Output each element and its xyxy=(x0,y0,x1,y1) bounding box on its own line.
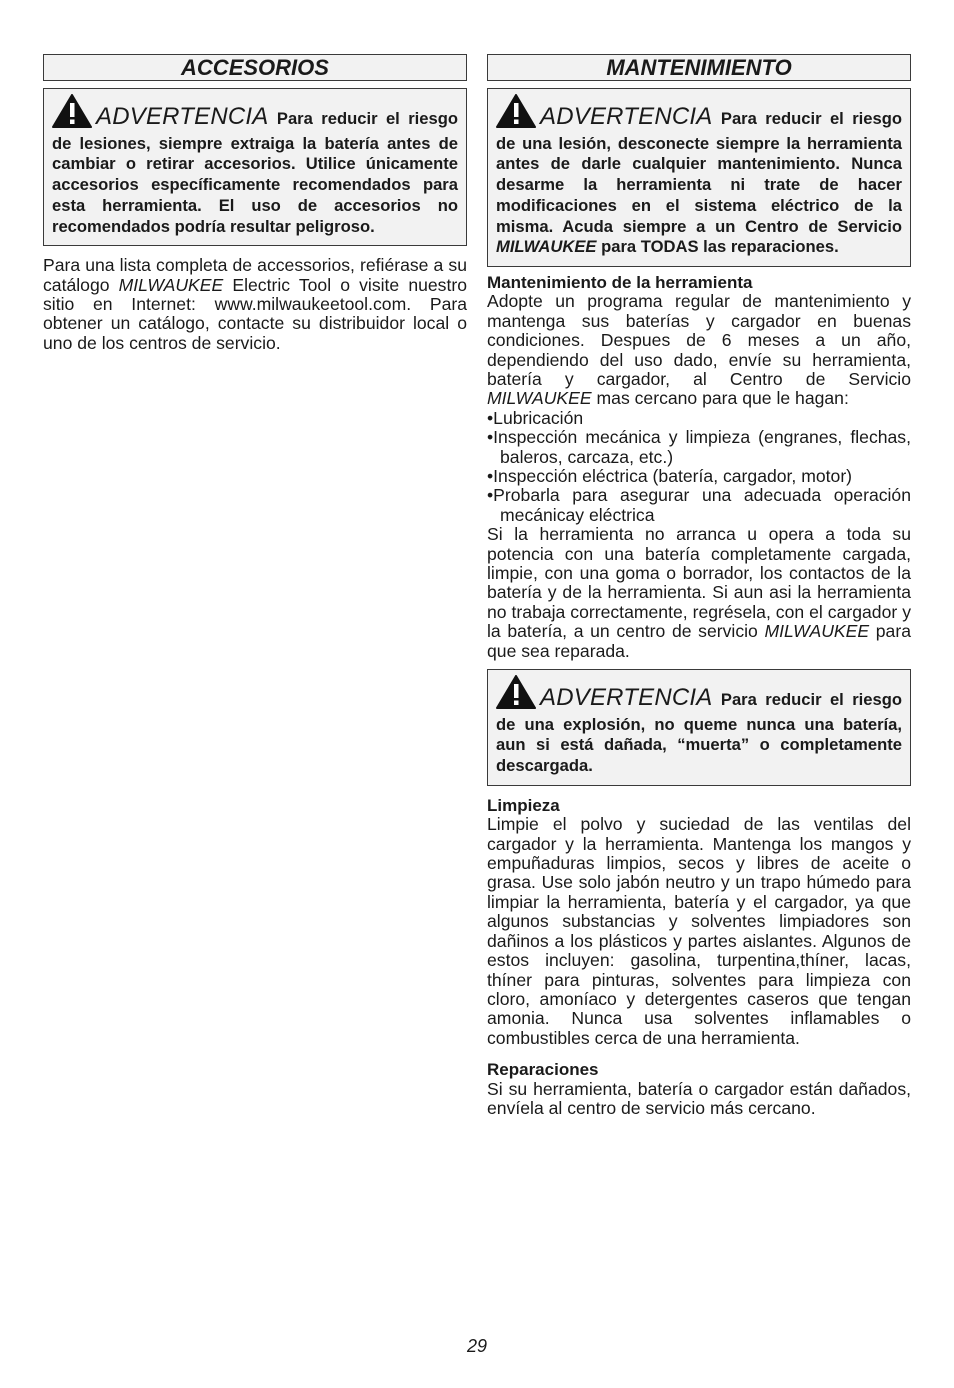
warning-triangle-icon xyxy=(496,675,536,715)
warning-text: Para reducir el riesgo de lesiones, siempre extraiga la batería antes de cambiar o retirar accesorios. Utilice únicamente accesorios específicamente recomendados para esta herramienta. El uso de accesorios no recomendados podría resultar peligroso. xyxy=(52,109,458,236)
warning-title: ADVERTENCIA xyxy=(540,684,713,712)
brand-name: MILWAUKEE xyxy=(764,621,870,642)
warning-title: ADVERTENCIA xyxy=(96,103,269,130)
warning-box-maintenance xyxy=(487,88,911,267)
maintenance-paragraph-2 xyxy=(487,525,911,661)
repairs-section xyxy=(487,1060,911,1118)
cleaning-section xyxy=(487,796,911,1048)
warning-box-accesorios xyxy=(43,88,467,246)
accessories-paragraph xyxy=(43,256,467,353)
warning-text: para TODAS las reparaciones. xyxy=(596,237,839,257)
cleaning-text: Limpie el polvo y suciedad de las ventilas del cargador y la herramienta. Mantenga los mangos y empuñaduras limpios, secos y libres de aceite o grasa. Use solo jabón neutro y un trapo húmedo para limpiar la herramienta, batería y el cargador, ya que algunos substancias y solventes limpiadores son dañinos a los plásticos y partes aislantes. Algunos de estos incluyen: gasolina, turpentina,thíner, lacas, thíner para pinturas, solventes para limpieza con cloro, amoníaco y detergentes caseros que tengan amonia. Nunca usa solventes inflamables o combustibles cerca de una herramienta. xyxy=(487,814,911,1048)
repairs-heading: Reparaciones xyxy=(487,1060,599,1080)
bullet-item: •Inspección mecánica y limpieza (engranes, flechas, baleros, carcaza, etc.) xyxy=(487,427,911,467)
bullet-item: •Lubricación xyxy=(487,407,584,428)
bullet-item: •Probarla para asegurar una adecuada operación mecánicay eléctrica xyxy=(487,485,911,525)
text-segment: Si la herramienta no arranca u opera a toda su potencia con una batería completamente cargada, limpie, con una goma o borrador, los contactos de la batería y de la herramienta. Si aun asi la herramienta no trabaja correctamente, regrésela, con el cargador y la batería, a un centro de servicio xyxy=(487,524,911,642)
warning-triangle-icon xyxy=(52,94,92,134)
text-segment: mas cercano para que le hagan: xyxy=(591,388,849,409)
brand-name: MILWAUKEE xyxy=(118,274,224,295)
text-segment: para que sea reparada. xyxy=(487,621,911,661)
brand-name: MILWAUKEE xyxy=(487,388,592,409)
text-segment: Electric Tool o visite nuestro sitio en Internet: www.milwaukeetool.com. Para obtener un catálogo, contacte su distribuidor local o uno de los centros de servicio. xyxy=(43,274,467,353)
warning-text: Para reducir el riesgo de una lesión, desconecte siempre la herramienta antes de darle cualquier mantenimiento. Nunca desarme la herramienta ni trate de hacer modificaciones en el sistema eléctrico de la misma. Acuda siempre a un Centro de Servicio xyxy=(496,109,902,236)
brand-name: MILWAUKEE xyxy=(496,237,597,257)
maintenance-heading: Mantenimiento de la herramienta xyxy=(487,272,753,292)
bullet-item: •Inspección eléctrica (batería, cargador, motor) xyxy=(487,465,853,486)
right-column xyxy=(487,54,911,1118)
warning-triangle-icon xyxy=(496,94,536,134)
page-number: 29 xyxy=(466,1336,488,1356)
left-column xyxy=(43,54,467,353)
cleaning-heading: Limpieza xyxy=(487,795,560,815)
warning-text: Para reducir el riesgo de una explosión, no queme nunca una batería, aun si está dañada, “muerta” o completamente descargada. xyxy=(496,690,902,776)
section-title-accesorios: ACCESORIOS xyxy=(43,54,467,81)
repairs-text: Si su herramienta, batería o cargador están dañados, envíela al centro de servicio más cercano. xyxy=(487,1078,911,1118)
section-title-mantenimiento: MANTENIMIENTO xyxy=(487,54,911,81)
warning-title: ADVERTENCIA xyxy=(540,103,713,130)
warning-box-explosion xyxy=(487,669,911,786)
text-segment: Adopte un programa regular de mantenimiento y mantenga sus baterías y cargador en buenas condiciones. Despues de 6 meses a un año, dependiendo del uso dado, envíe su herramienta, batería y cargador, al Centro de Servicio xyxy=(487,291,911,389)
maintenance-section xyxy=(487,273,911,661)
text-segment: Para una lista completa de accessorios, refiérase a su catálogo xyxy=(43,255,467,295)
maintenance-intro xyxy=(487,292,911,408)
